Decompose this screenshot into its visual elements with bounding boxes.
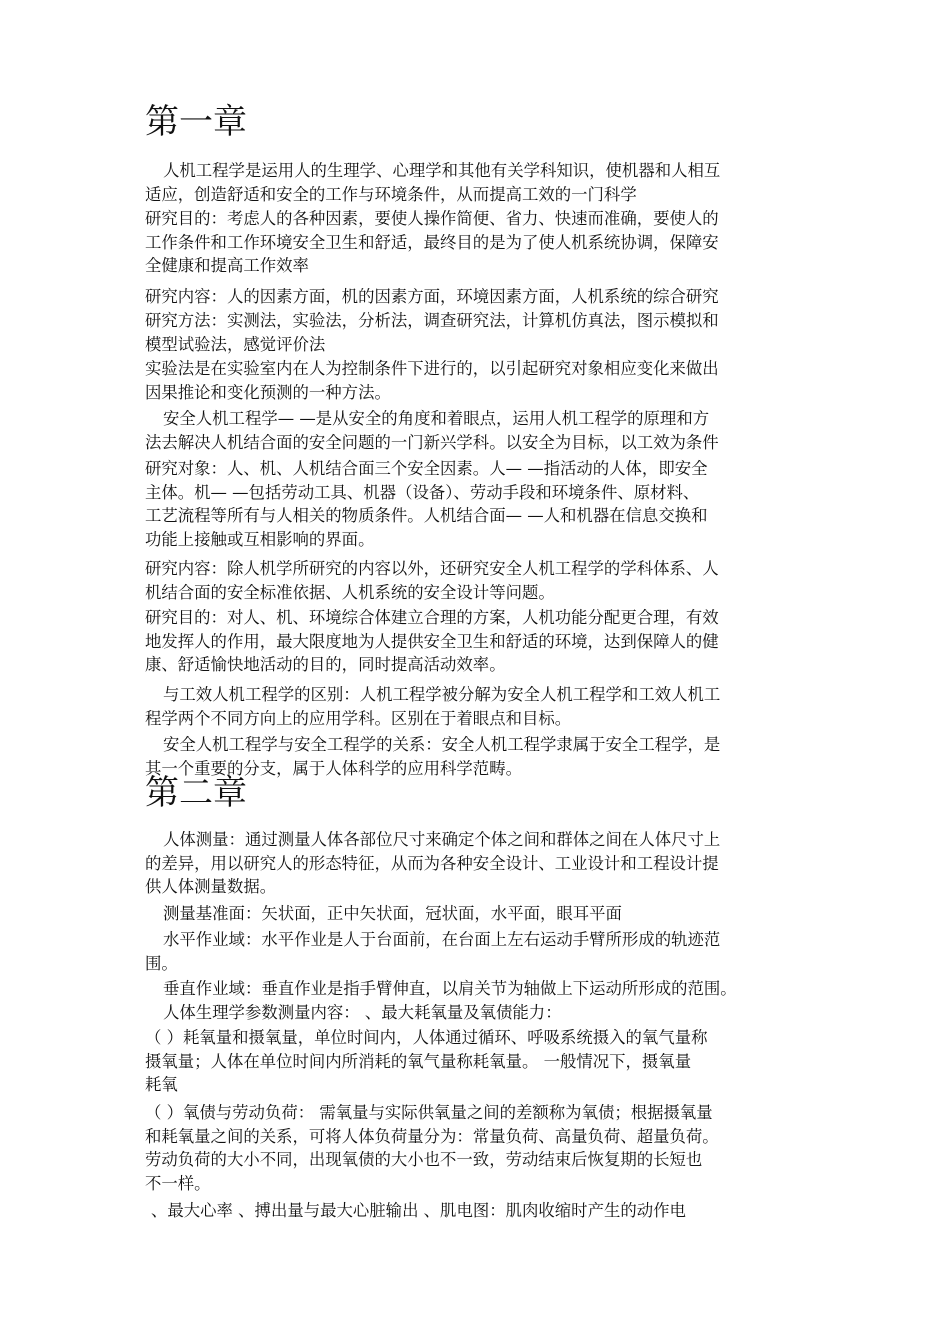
text-line: 其一个重要的分支，属于人体科学的应用科学范畴。 <box>145 758 522 778</box>
paragraph <box>145 159 807 206</box>
text-line: 主体。机— —包括劳动工具、机器（设备）、劳动手段和环境条件、原材料、 <box>145 482 700 502</box>
text-line: 工作条件和工作环境安全卫生和舒适，最终目的是为了使人机系统协调，保障安 <box>145 232 719 252</box>
text-line: 水平作业域：水平作业是人于台面前，在台面上左右运动手臂所形成的轨迹范 <box>163 930 721 949</box>
text-line: （ ）耗氧量和摄氧量，单位时间内，人体通过循环、呼吸系统摄入的氧气量称 <box>145 1028 708 1047</box>
text-line: 实验法是在实验室内在人为控制条件下进行的，以引起研究对象相应变化来做出 <box>145 359 719 378</box>
paragraph <box>145 285 807 309</box>
text-line: 工艺流程等所有与人相关的物质条件。人机结合面— —人和机器在信息交换和 <box>145 506 708 526</box>
paragraph <box>145 1101 807 1195</box>
paragraph <box>145 977 807 1001</box>
text-line: 模型试验法，感觉评价法 <box>145 334 326 354</box>
text-line: 机结合面的安全标准依据、人机系统的安全设计等问题。 <box>145 582 555 602</box>
text-line: 耗氧 <box>145 1075 178 1095</box>
text-line: 劳动负荷的大小不同，出现氧债的大小也不一致，劳动结束后恢复期的长短也 <box>145 1150 703 1170</box>
paragraph <box>145 457 807 551</box>
paragraph <box>145 407 807 454</box>
paragraph <box>145 928 807 975</box>
paragraph <box>145 902 807 926</box>
paragraph <box>145 1001 807 1025</box>
text-line: 安全人机工程学— —是从安全的角度和着眼点，运用人机工程学的原理和方 <box>163 409 710 428</box>
paragraph <box>145 1026 807 1097</box>
text-line: 测量基准面：矢状面，正中矢状面，冠状面，水平面，眼耳平面 <box>163 904 622 923</box>
text-line: 研究方法：实测法，实验法，分析法，调查研究法，计算机仿真法，图示模拟和 <box>145 311 719 330</box>
paragraph <box>145 1199 807 1223</box>
text-line: 人体测量：通过测量人体各部位尺寸来确定个体之间和群体之间在人体尺寸上 <box>163 830 721 849</box>
text-line: 摄氧量；人体在单位时间内所消耗的氧气量称耗氧量。 一般情况下，摄氧量 <box>145 1051 692 1071</box>
paragraph <box>145 828 807 899</box>
text-line: 法去解决人机结合面的安全问题的一门新兴学科。以安全为目标，以工效为条件 <box>145 432 719 452</box>
text-line: 与工效人机工程学的区别：人机工程学被分解为安全人机工程学和工效人机工 <box>163 685 721 704</box>
text-line: 垂直作业域：垂直作业是指手臂伸直，以肩关节为轴做上下运动所形成的范围。 <box>163 979 737 998</box>
chapter-heading-2: 第二章 <box>145 773 247 813</box>
text-line: 程学两个不同方向上的应用学科。区别在于着眼点和目标。 <box>145 708 572 728</box>
text-line: 人体生理学参数测量内容： 、最大耗氧量及氧债能力： <box>163 1003 562 1022</box>
text-line: 康、舒适愉快地活动的目的，同时提高活动效率。 <box>145 655 506 675</box>
text-line: 地发挥人的作用，最大限度地为人提供安全卫生和舒适的环境，达到保障人的健 <box>145 631 719 651</box>
paragraph <box>145 557 807 604</box>
paragraph <box>145 683 807 730</box>
text-line: 因果推论和变化预测的一种方法。 <box>145 382 391 402</box>
chapter-heading-1: 第一章 <box>145 102 247 142</box>
text-line: 供人体测量数据。 <box>145 877 277 897</box>
text-line: 研究目的：对人、机、环境综合体建立合理的方案，人机功能分配更合理，有效 <box>145 608 719 627</box>
text-line: 研究内容：人的因素方面，机的因素方面，环境因素方面，人机系统的综合研究 <box>145 287 719 306</box>
text-line: 全健康和提高工作效率 <box>145 256 309 276</box>
text-line: 研究对象：人、机、人机结合面三个安全因素。人— —指活动的人体，即安全 <box>145 459 708 478</box>
text-line: 、最大心率 、搏出量与最大心脏输出 、肌电图：肌肉收缩时产生的动作电 <box>151 1201 686 1220</box>
text-line: 研究目的：考虑人的各种因素，要使人操作简便、省力、快速而准确，要使人的 <box>145 209 719 228</box>
text-line: 的差异，用以研究人的形态特征，从而为各种安全设计、工业设计和工程设计提 <box>145 853 719 873</box>
text-line: （ ）氧债与劳动负荷： 需氧量与实际供氧量之间的差额称为氧债；根据摄氧量 <box>145 1103 713 1122</box>
paragraph <box>145 309 807 356</box>
paragraph <box>145 606 807 677</box>
paragraph <box>145 207 807 278</box>
text-line: 功能上接触或互相影响的界面。 <box>145 529 375 549</box>
text-line: 安全人机工程学与安全工程学的关系：安全人机工程学隶属于安全工程学，是 <box>163 735 721 754</box>
text-line: 人机工程学是运用人的生理学、心理学和其他有关学科知识，使机器和人相互 <box>163 161 721 180</box>
text-line: 适应，创造舒适和安全的工作与环境条件，从而提高工效的一门科学 <box>145 184 637 204</box>
text-line: 不一样。 <box>145 1173 211 1193</box>
text-line: 和耗氧量之间的关系，可将人体负荷量分为：常量负荷、高量负荷、超量负荷。 <box>145 1126 719 1146</box>
text-line: 研究内容：除人机学所研究的内容以外，还研究安全人机工程学的学科体系、人 <box>145 559 719 578</box>
text-line: 围。 <box>145 953 178 973</box>
paragraph <box>145 357 807 404</box>
